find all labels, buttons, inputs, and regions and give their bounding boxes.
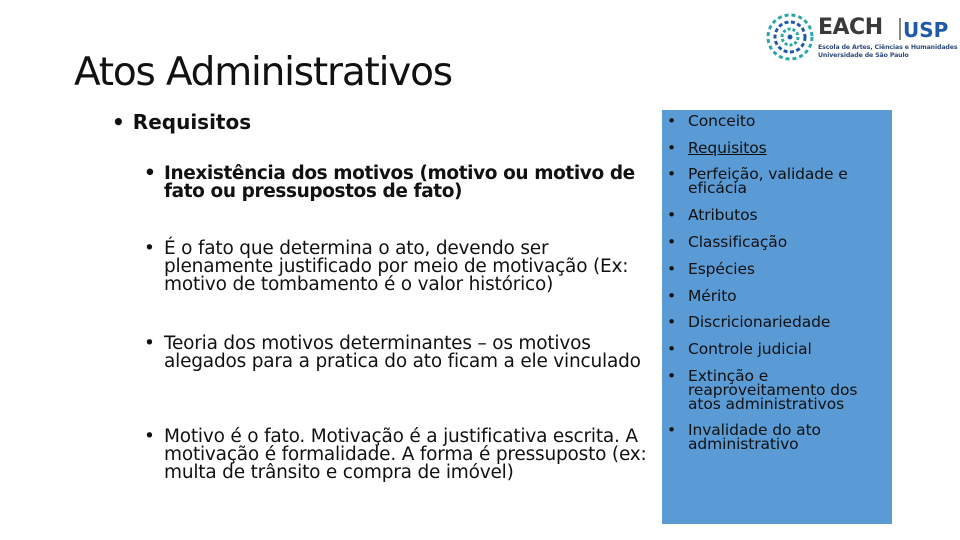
topics-menu — [667, 110, 877, 451]
topic-label: Requisitos — [688, 139, 767, 157]
subtitle-text: Requisitos — [132, 110, 252, 134]
topic-item-conceito[interactable] — [667, 114, 877, 128]
topic-label: Discricionariedade — [688, 313, 831, 331]
bullet-marker: • — [667, 421, 677, 439]
topic-label: Espécies — [688, 260, 755, 278]
each-wordmark: EACH — [818, 15, 883, 40]
topic-item-extincao[interactable] — [667, 369, 877, 411]
bullet-marker: • — [144, 426, 155, 447]
section-subtitle — [112, 110, 251, 134]
topic-label: Mérito — [688, 287, 737, 305]
topic-label: Classificação — [688, 233, 788, 251]
topic-item-requisitos[interactable] — [667, 141, 877, 155]
bullet-marker: • — [667, 367, 677, 385]
topic-item-invalidade[interactable] — [667, 423, 877, 451]
logo-emblem-icon — [768, 15, 812, 59]
topic-item-atributos[interactable] — [667, 208, 877, 222]
bullet-marker: • — [144, 333, 155, 354]
topic-item-discricionariedade[interactable] — [667, 315, 877, 329]
bullet-item — [144, 335, 649, 371]
topic-item-perfeicao[interactable] — [667, 167, 877, 195]
bullet-marker: • — [667, 313, 677, 331]
bullet-marker: • — [667, 139, 677, 157]
bullet-item — [144, 240, 649, 294]
topic-label: Invalidade do ato administrativo — [688, 421, 821, 453]
bullet-item — [144, 428, 649, 482]
topic-label: Conceito — [688, 112, 756, 130]
topic-item-merito[interactable] — [667, 289, 877, 303]
bullet-item — [144, 165, 649, 201]
logo-school-name: Escola de Artes, Ciências e Humanidades — [818, 44, 958, 51]
bullet-marker: • — [144, 163, 156, 184]
topic-item-controle-judicial[interactable] — [667, 342, 877, 356]
topic-label: Atributos — [688, 206, 758, 224]
bullet-text: É o fato que determina o ato, devendo ser plenamente justificado por meio de motivação (Ex: motivo de tombamento é o valor histórico) — [164, 238, 629, 295]
bullet-text: Teoria dos motivos determinantes – os motivos alegados para a pratica do ato ficam a ele vinculado — [164, 333, 641, 372]
bullet-marker: • — [667, 206, 677, 224]
topic-item-classificacao[interactable] — [667, 235, 877, 249]
bullet-marker: • — [667, 112, 677, 130]
bullet-text: Inexistência dos motivos (motivo ou motivo de fato ou pressupostos de fato) — [164, 163, 635, 202]
bullet-marker: • — [667, 340, 677, 358]
bullet-marker: • — [667, 233, 677, 251]
bullet-marker: • — [144, 238, 155, 259]
topic-label: Controle judicial — [688, 340, 812, 358]
bullet-marker: • — [667, 260, 677, 278]
slide-title: Atos Administrativos — [74, 50, 452, 95]
topic-label: Extinção e reaproveitamento dos atos administrativos — [688, 367, 858, 413]
topic-item-especies[interactable] — [667, 262, 877, 276]
bullet-marker: • — [667, 287, 677, 305]
bullet-text: Motivo é o fato. Motivação é a justificativa escrita. A motivação é formalidade. A forma é pressuposto (ex: multa de trânsito e compra de imóvel) — [164, 426, 647, 483]
usp-wordmark: USP — [903, 18, 949, 42]
topic-label: Perfeição, validade e eficácia — [688, 165, 848, 197]
logo-university-name: Universidade de São Paulo — [818, 52, 909, 59]
bullet-marker: • — [667, 165, 677, 183]
bullet-marker: • — [112, 110, 125, 134]
